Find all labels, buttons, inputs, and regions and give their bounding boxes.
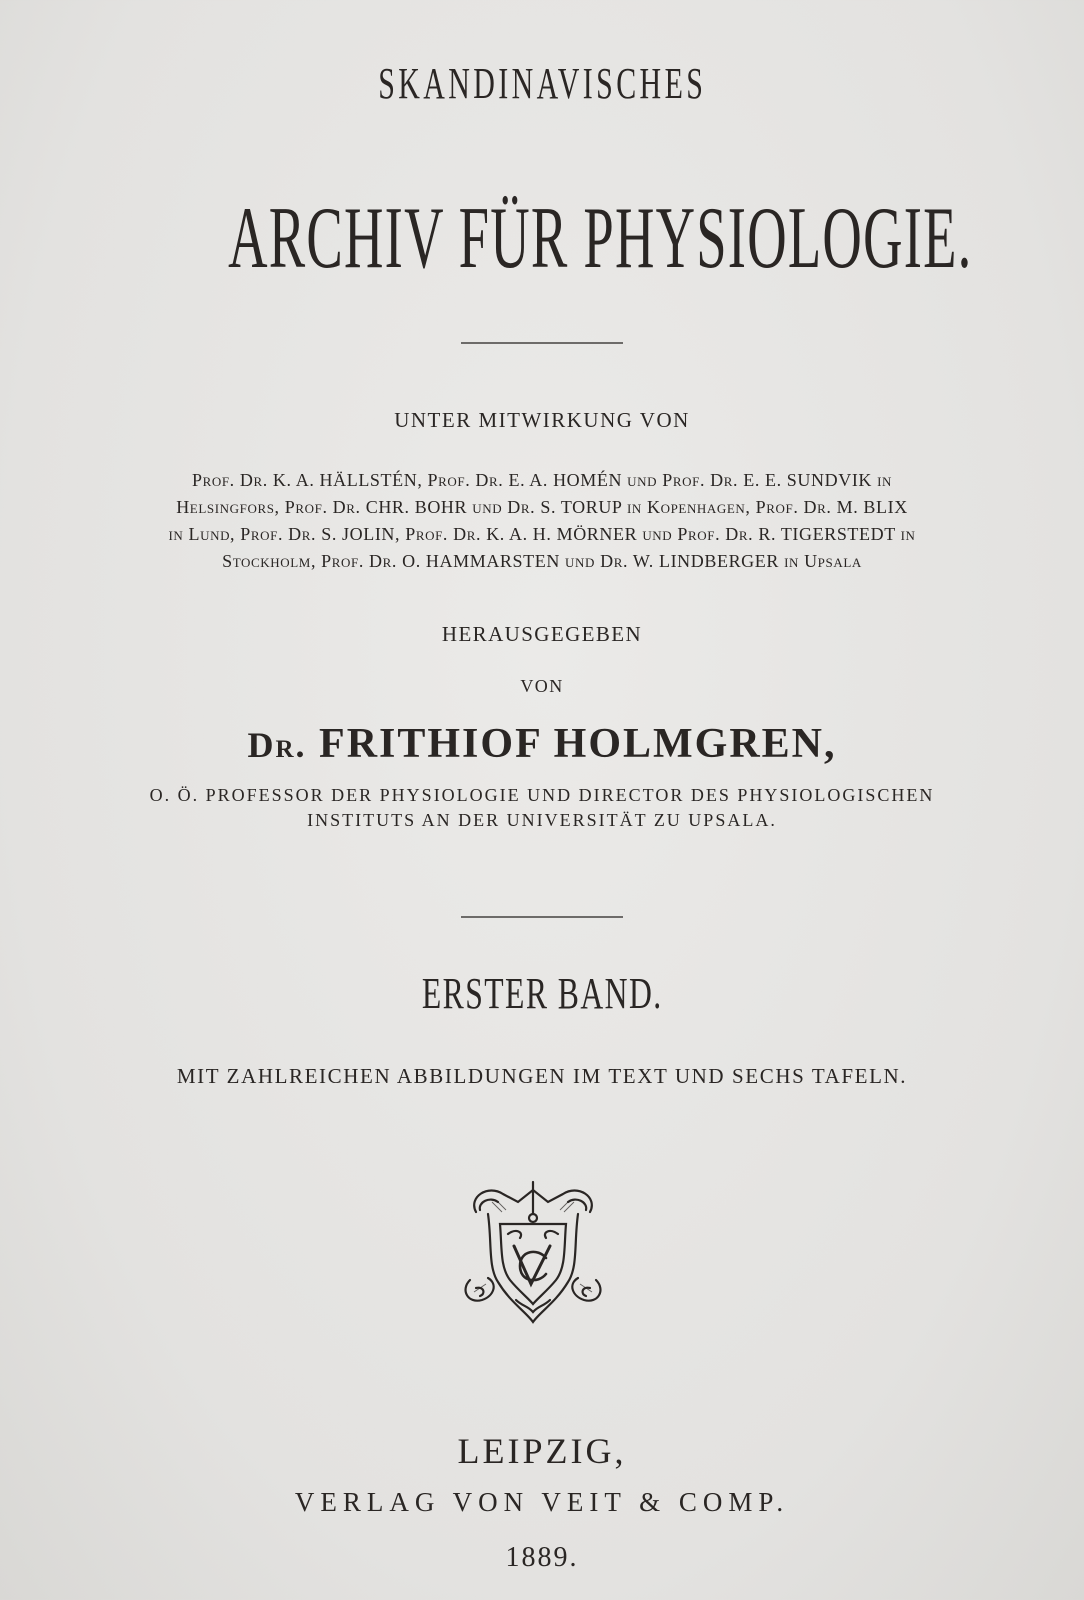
contributors-line: Stockholm, Prof. Dr. O. HAMMARSTEN und Dr. W. LINDBERGER in Upsala	[222, 551, 862, 571]
editor-affiliation: INSTITUTS AN DER UNIVERSITÄT ZU UPSALA.	[307, 810, 777, 830]
series-line	[0, 58, 1084, 109]
edited-label: HERAUSGEGEBEN	[441, 622, 643, 646]
publisher-line: VERLAG VON VEIT & COMP.	[294, 1487, 790, 1517]
divider-rule	[461, 342, 623, 344]
journal-title	[0, 188, 1084, 289]
volume-title-text: ERSTER BAND.	[421, 969, 663, 1018]
contributors-line: Prof. Dr. K. A. HÄLLSTÉN, Prof. Dr. E. A. HOMÉN und Prof. Dr. E. E. SUNDVIK in	[191, 470, 893, 490]
volume-title	[0, 968, 1084, 1019]
contributors-line: in Lund, Prof. Dr. S. JOLIN, Prof. Dr. K. A. H. MÖRNER und Prof. Dr. R. TIGERSTEDT in	[168, 524, 916, 544]
series-line-text: SKANDINAVISCHES	[377, 59, 707, 108]
editor-name-text: FRITHIOF HOLMGREN,	[319, 721, 837, 767]
by-label: VON	[520, 676, 564, 696]
publication-place: LEIPZIG,	[457, 1431, 627, 1471]
volume-note: MIT ZAHLREICHEN ABBILDUNGEN IM TEXT UND SECHS TAFELN.	[176, 1064, 908, 1088]
editor-affiliation: O. Ö. PROFESSOR DER PHYSIOLOGIE UND DIRECTOR DES PHYSIOLOGISCHEN	[149, 785, 935, 805]
publication-year: 1889.	[505, 1542, 579, 1573]
contributors-line: Helsingfors, Prof. Dr. CHR. BOHR und Dr. S. TORUP in Kopenhagen, Prof. Dr. M. BLIX	[176, 497, 908, 517]
publisher-emblem-icon	[458, 1172, 608, 1332]
collaboration-intro: UNTER MITWIRKUNG VON	[394, 408, 690, 432]
editor-name	[0, 720, 1084, 768]
journal-title-text: ARCHIV FÜR PHYSIOLOGIE.	[228, 190, 973, 287]
editor-prefix: Dr.	[247, 725, 307, 765]
divider-rule	[461, 916, 623, 918]
